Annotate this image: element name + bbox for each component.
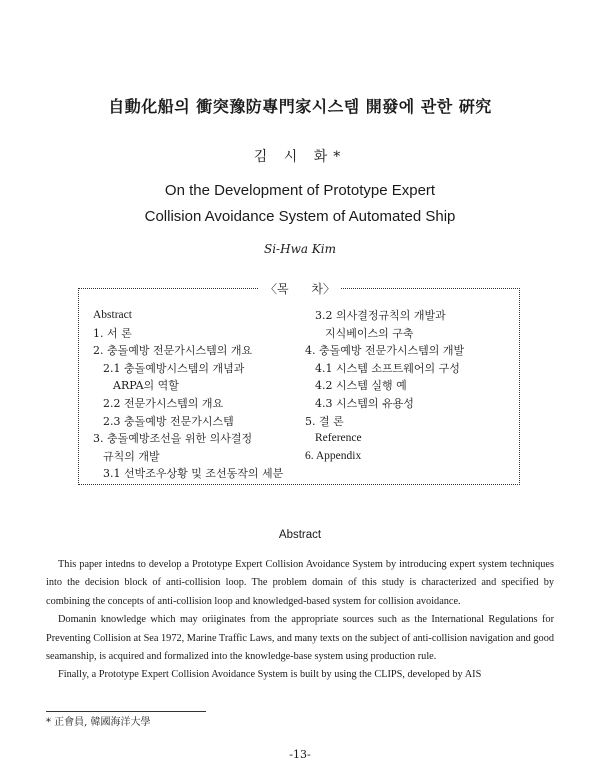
- toc-item: Reference: [315, 432, 362, 445]
- toc-item: 4.3 시스템의 유용성: [315, 396, 414, 410]
- toc-item: 4.2 시스템 실행 예: [315, 379, 407, 393]
- footnote: * 正會員, 韓國海洋大學: [46, 717, 151, 728]
- table-of-contents-box: [78, 288, 520, 485]
- page-number: -13-: [289, 748, 311, 761]
- toc-item: 3.1 선박조우상황 및 조선동작의 세분: [103, 467, 284, 481]
- toc-left-column: [93, 307, 303, 483]
- footnote-divider: [46, 711, 206, 712]
- author-name-english: Si-Hwa Kim: [264, 242, 336, 256]
- paper-title-english: [0, 178, 600, 230]
- toc-item: 4.1 시스템 소프트웨어의 구성: [315, 361, 460, 375]
- toc-heading: [0, 280, 600, 297]
- toc-item: ARPA의 역할: [113, 379, 179, 393]
- toc-right-column: [305, 307, 515, 465]
- toc-item: 3. 충돌예방조선을 위한 의사결정: [93, 432, 253, 446]
- toc-item: 2.3 충돌예방 전문가시스템: [103, 414, 234, 428]
- toc-item: 6. Appendix: [305, 449, 362, 462]
- title-en-line1: On the Development of Prototype Expert: [164, 182, 436, 199]
- toc-item: 2.1 충돌예방시스템의 개념과: [103, 361, 245, 375]
- abstract-paragraph: Finally, a Prototype Expert Collision Avoidance System is built by using the CLIPS, developed by AIS: [58, 669, 482, 681]
- toc-item: 2.2 전문가시스템의 개요: [103, 396, 224, 410]
- abstract-heading: Abstract: [278, 529, 322, 541]
- paper-title-korean: 自動化船의 衝突豫防專門家시스템 開發에 관한 硏究: [108, 97, 492, 116]
- toc-item: Abstract: [93, 309, 132, 321]
- title-en-line2: Collision Avoidance System of Automated Ship: [144, 208, 456, 225]
- toc-item: 2. 충돌예방 전문가시스템의 개요: [93, 344, 253, 358]
- toc-item: 지식베이스의 구축: [325, 326, 414, 340]
- toc-item: 3.2 의사결정규칙의 개발과: [315, 309, 446, 322]
- toc-heading-label: 〈목 차〉: [259, 282, 341, 296]
- toc-item: 규칙의 개발: [103, 449, 160, 463]
- author-name-korean: 김 시 화*: [253, 149, 347, 165]
- abstract-paragraph: Domanin knowledge which may oriiginates from the appropriate sources such as the International Regulations for Preventing Collision at Sea 1972, Marine Traffic Laws, and many texts on the subject of anti-collision navigation and good seamanship, is acquired and formalized into the knowledge-base system using production rule.: [46, 614, 554, 663]
- toc-item: 1. 서 론: [93, 326, 132, 340]
- toc-item: 4. 충돌예방 전문가시스템의 개발: [305, 344, 465, 358]
- abstract-body: [46, 556, 554, 685]
- abstract-paragraph: This paper intedns to develop a Prototype Expert Collision Avoidance System by introducing expert system techniques into the decision block of anti-collision loop. The problem domain of this study is characterized and specified by combining the concepts of anti-collision loop and knowledged-based system for collision avoidance.: [46, 559, 554, 607]
- toc-item: 5. 결 론: [305, 414, 344, 428]
